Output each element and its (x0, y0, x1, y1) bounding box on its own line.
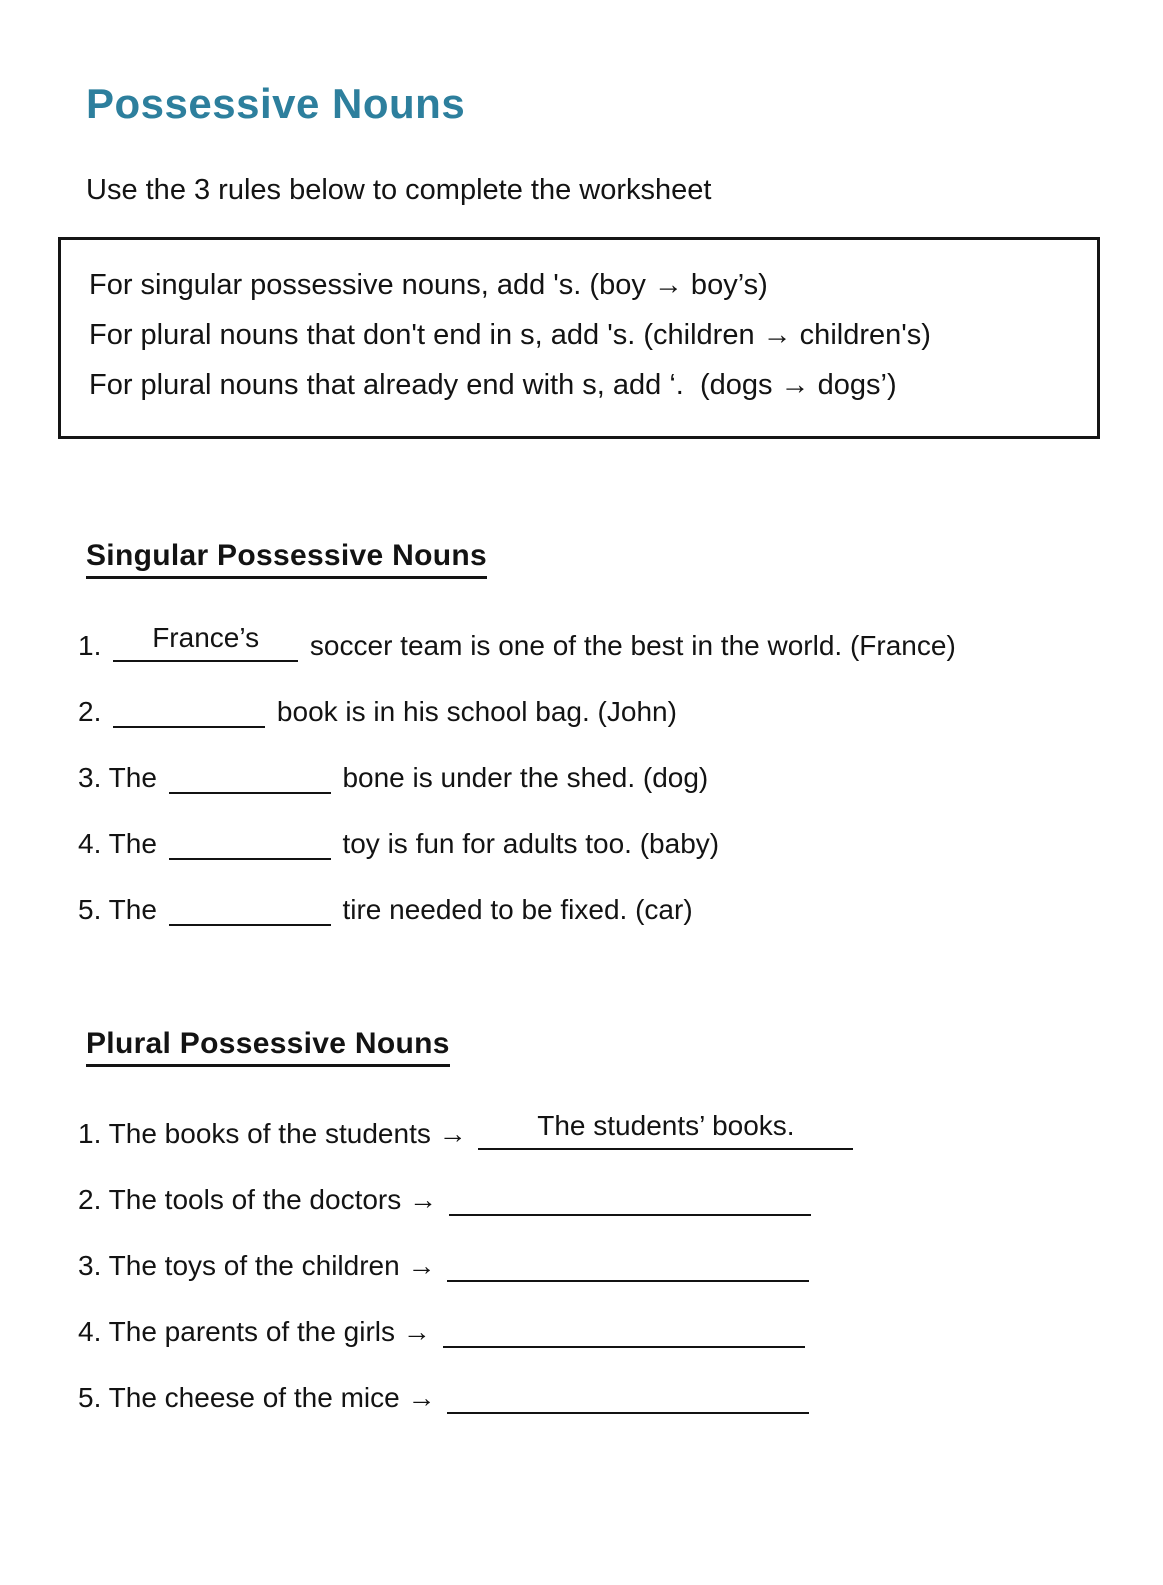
item-text: toy is fun for adults too. (baby) (342, 828, 720, 859)
arrow-icon: → (407, 1250, 436, 1281)
item-text: The toys of the children (108, 1250, 400, 1281)
item-number: 1. (78, 630, 102, 661)
item-number: 5. (78, 1382, 102, 1413)
item-text: tire needed to be fixed. (car) (342, 894, 693, 925)
plural-item-3 (78, 1249, 1163, 1283)
item-prefix: The (108, 894, 157, 925)
rule-1: For singular possessive nouns, add 's. (boy → boy’s) (89, 269, 768, 301)
item-number: 1. (78, 1118, 102, 1149)
singular-item-4 (78, 827, 1163, 861)
answer-blank[interactable] (113, 698, 265, 728)
answer-text: France’s (152, 622, 260, 653)
answer-blank[interactable] (113, 622, 298, 662)
section-heading-singular: Singular Possessive Nouns (86, 539, 487, 579)
item-prefix: The (108, 828, 157, 859)
item-number: 4. (78, 828, 102, 859)
item-number: 2. (78, 1184, 102, 1215)
answer-blank[interactable] (447, 1252, 809, 1282)
answer-blank[interactable] (447, 1384, 809, 1414)
plural-items (78, 1110, 1163, 1415)
item-number: 2. (78, 696, 102, 727)
singular-section (78, 539, 1163, 927)
answer-blank[interactable] (443, 1318, 805, 1348)
answer-blank[interactable] (478, 1110, 853, 1150)
rules-box (58, 237, 1100, 439)
singular-item-2 (78, 695, 1163, 729)
singular-item-3 (78, 761, 1163, 795)
plural-section (78, 1027, 1163, 1415)
item-number: 5. (78, 894, 102, 925)
item-text: soccer team is one of the best in the world. (France) (309, 630, 956, 661)
plural-item-2 (78, 1183, 1163, 1217)
plural-item-5 (78, 1381, 1163, 1415)
rule-2: For plural nouns that don't end in s, add 's. (children → children's) (89, 319, 931, 351)
plural-item-1 (78, 1110, 1163, 1151)
answer-blank[interactable] (169, 830, 331, 860)
item-number: 3. (78, 1250, 102, 1281)
item-text: The cheese of the mice (108, 1382, 400, 1413)
item-number: 4. (78, 1316, 102, 1347)
arrow-icon: → (409, 1184, 438, 1215)
page-title: Possessive Nouns (86, 80, 466, 127)
singular-items (78, 622, 1163, 927)
singular-item-5 (78, 893, 1163, 927)
item-text: book is in his school bag. (John) (276, 696, 677, 727)
arrow-icon: → (438, 1118, 467, 1149)
item-number: 3. (78, 762, 102, 793)
item-prefix: The (108, 762, 157, 793)
singular-item-1 (78, 622, 1163, 663)
answer-text: The students’ books. (537, 1110, 795, 1141)
instructions: Use the 3 rules below to complete the worksheet (86, 174, 712, 206)
item-text: The books of the students (108, 1118, 431, 1149)
section-heading-plural: Plural Possessive Nouns (86, 1027, 450, 1067)
plural-item-4 (78, 1315, 1163, 1349)
arrow-icon: → (402, 1316, 431, 1347)
item-text: bone is under the shed. (dog) (342, 762, 709, 793)
answer-blank[interactable] (169, 896, 331, 926)
arrow-icon: → (407, 1382, 436, 1413)
rule-3: For plural nouns that already end with s, add ‘. (dogs → dogs’) (89, 369, 897, 401)
answer-blank[interactable] (169, 764, 331, 794)
item-text: The parents of the girls (108, 1316, 396, 1347)
item-text: The tools of the doctors (108, 1184, 402, 1215)
answer-blank[interactable] (449, 1186, 811, 1216)
